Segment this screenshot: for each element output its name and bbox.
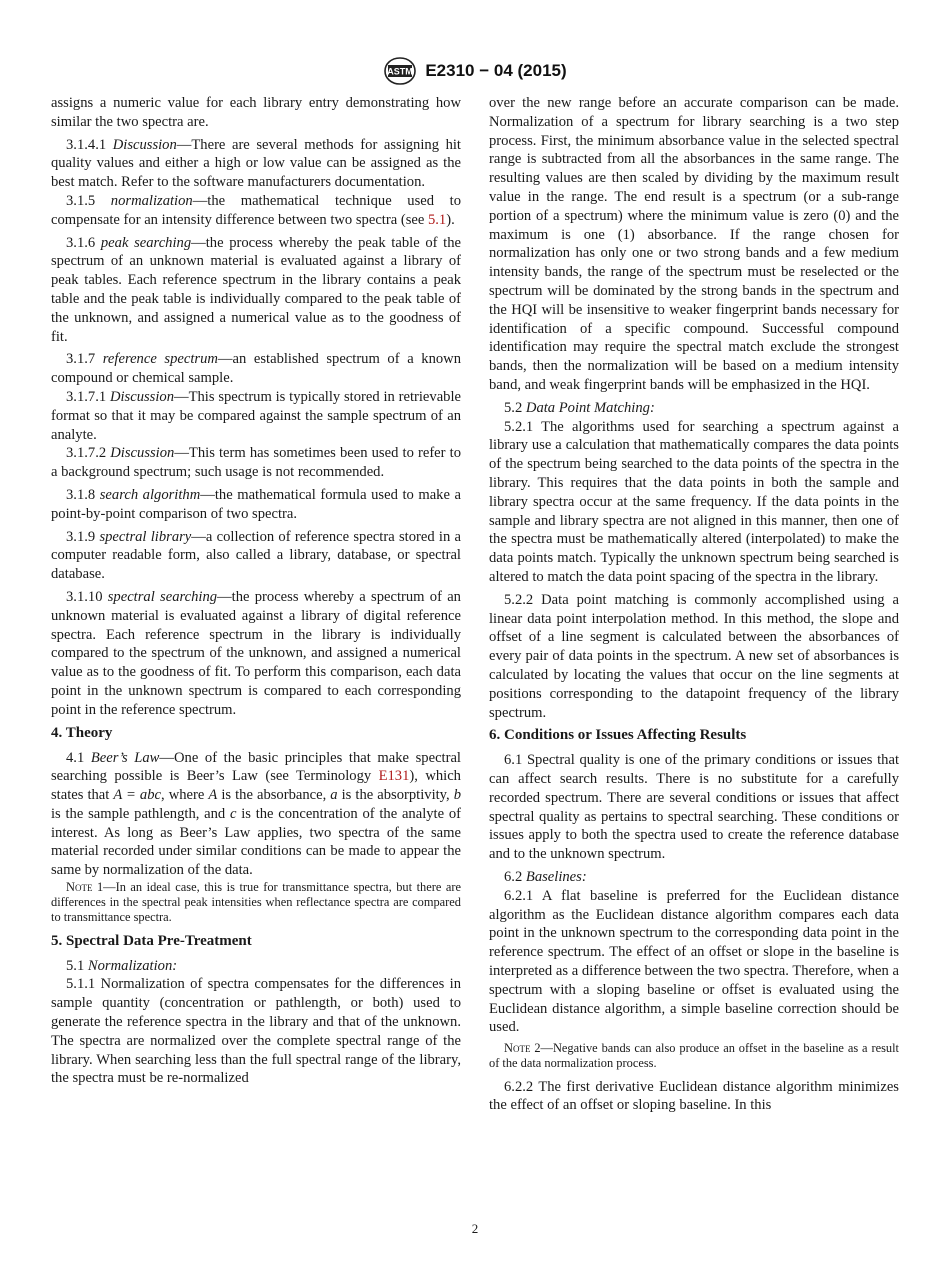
section-5-1: 5.1 Normalization: <box>66 957 178 974</box>
section-5-2-2: 5.2.2 Data point matching is commonly accomplished using a linear data point interpolation method. In this method, the slope and offset of a line segment is calculated between the absorbances of every pair of data points in the spectrum. A new set of absorbances is calculated by locating the values that occur on the line segments at positions corresponding to the datapoint frequency of the library spectrum. <box>489 591 899 721</box>
astm-logo-text: ASTM <box>387 66 414 77</box>
page-number: 2 <box>471 1221 479 1236</box>
note-1: Note 1—In an ideal case, this is true for transmittance spectra, but there are differences in the spectral peak intensities when reflectance spectra are compared to transmittance spectra. <box>51 880 461 925</box>
section-5-2: 5.2 Data Point Matching: <box>504 399 655 416</box>
section-5-2-1: 5.2.1 The algorithms used for searching a spectrum against a library use a calculation that mathematically compares the data points of the spectrum being searched to the data points of the spectra in the library. This requires that the data points in both the sample and library spectra occur at the same frequency. If the data points in the sample and library spectra are not aligned in this manner, then one of the spectra must be mathematically altered (interpolated) to make the data points match. Typically the unknown spectrum being searched is altered to match the data point spacing of the spectra in the library. <box>489 418 899 585</box>
heading-conditions-or-issues: 6. Conditions or Issues Affecting Results <box>489 727 747 744</box>
ref-link-e131[interactable]: E131 <box>378 768 410 785</box>
section-3-1-4-1: 3.1.4.1 Discussion—There are several methods for assigning hit quality values and either a high or low value can be assigned as the best match. Refer to the software manufacturers documentation. <box>51 136 461 191</box>
section-6-2-1: 6.2.1 A flat baseline is preferred for the Euclidean distance algorithm as the Euclidean distance algorithm compares each data point in the unknown spectrum to the corresponding data point in the reference spectrum. The effect of an offset or slope in the baseline is interpreted as a difference between the two spectra. Therefore, when a spectrum with a sloping baseline or offset is evaluated using the Euclidean distance algorithm, a simple baseline correction should be used. <box>489 887 899 1036</box>
astm-logo-icon <box>383 57 417 85</box>
heading-spectral-data-pre-treatment: 5. Spectral Data Pre-Treatment <box>51 932 252 949</box>
section-3-1-6: 3.1.6 peak searching—the process whereby the peak table of the spectrum of an unknown material is evaluated against a library of peak tables. Each reference spectrum in the library contains a peak table and the peak table is individually compared to the peak table of the unknown, and assigned a numerical value as to the goodness of fit. <box>51 234 462 345</box>
section-3-1-8: 3.1.8 search algorithm—the mathematical formula used to make a point-by-point comparison of two spectra. <box>51 486 461 522</box>
heading-theory: 4. Theory <box>51 724 113 741</box>
note-2: Note 2—Negative bands can also produce an offset in the baseline as a result of the data normalization process. <box>489 1041 899 1071</box>
paragraph: assigns a numeric value for each library entry demonstrating how similar the two spectra are. <box>51 95 461 130</box>
left-column <box>51 94 461 1092</box>
section-5-1-1: 5.1.1 Normalization of spectra compensates for the differences in sample quantity (concentration or pathlength, or both) used to generate the reference spectra in the library and that of the unknown. The spectra are normalized over the complete spectral range of the library. When searching less than the full spectral range of the library, the spectra must be re-normalized <box>51 976 461 1087</box>
document-id: E2310 − 04 (2015) <box>425 61 567 80</box>
section-6-1: 6.1 Spectral quality is one of the primary conditions or issues that can affect search results. There is no substitute for a carefully recorded spectrum. There are several conditions or issues that affect spectral quality as pertains to spectral searching. These conditions or issues apply to both the spectra used to create the reference database and to the unknown spectrum. <box>489 752 899 863</box>
paragraph: over the new range before an accurate comparison can be made. Normalization of a spectrum for library searching is a two step process. First, the minimum absorbance value in the selected spectral range is subtracted from all the absorbances in the same range. The resulting values are then scaled by dividing by the maximum result value in the range. The end result is a spectrum (or a sub-range portion of a spectrum) where the minimum value is zero (0) and the maximum is one (1) absorbance. If the range chosen for normalization has only one or two strong bands and a few medium intensity bands, the range of the spectrum must be reselected or the spectrum will be dominated by the strong bands in the spectrum and the HQI will be insensitive to weaker fingerprint bands necessary for identification of a specific compound. Successful compound identification may require the spectral match exclude the strongest bands, then the normalization will be based on a medium intensity band, and weak fingerprint bands will be emphasized in the HQI. <box>489 95 899 393</box>
section-3-1-7-1: 3.1.7.1 Discussion—This spectrum is typically stored in retrievable format so that it may be compared against the sample spectrum of an analyte. <box>51 388 461 443</box>
section-3-1-7-2: 3.1.7.2 Discussion—This term has sometimes been used to refer to a background spectrum; such usage is not recommended. <box>51 445 461 481</box>
section-6-2-2: 6.2.2 The first derivative Euclidean distance algorithm minimizes the effect of an offset or sloping baseline. In this <box>489 1078 899 1114</box>
section-3-1-9: 3.1.9 spectral library—a collection of reference spectra stored in a computer readable form, also called a library, database, or spectral database. <box>51 528 461 583</box>
section-3-1-7: 3.1.7 reference spectrum—an established spectrum of a known compound or chemical sample. <box>51 351 461 387</box>
right-column <box>489 94 899 1119</box>
section-3-1-10: 3.1.10 spectral searching—the process whereby a spectrum of an unknown material is evaluated against a library of digital reference spectra. Each reference spectrum in the library is individually compared to the spectrum of the unknown, and assigned a numerical value as to the goodness of fit. To perform this comparison, each data point in the unknown spectrum is compared to each corresponding point in the reference spectrum. <box>51 588 461 718</box>
page-header <box>0 56 950 86</box>
section-3-1-5: 3.1.5 normalization—the mathematical technique used to compensate for an intensity difference between two spectra (see 5.1). <box>51 192 461 228</box>
section-6-2: 6.2 Baselines: <box>504 869 587 886</box>
section-4-1: 4.1 Beer’s Law—One of the basic principles that make spectral searching possible is Beer’s Law (see Terminology E131), which states that A = abc, where A is the absorbance, a is the absorptivity, b is the sample pathlength, and c is the concentration of the analyte of interest. As long as Beer’s Law applies, two spectra of the same material recorded under similar conditions can be made to appear the same by normalization of the data. <box>51 749 461 879</box>
ref-link-5-1[interactable]: 5.1 <box>427 211 447 228</box>
